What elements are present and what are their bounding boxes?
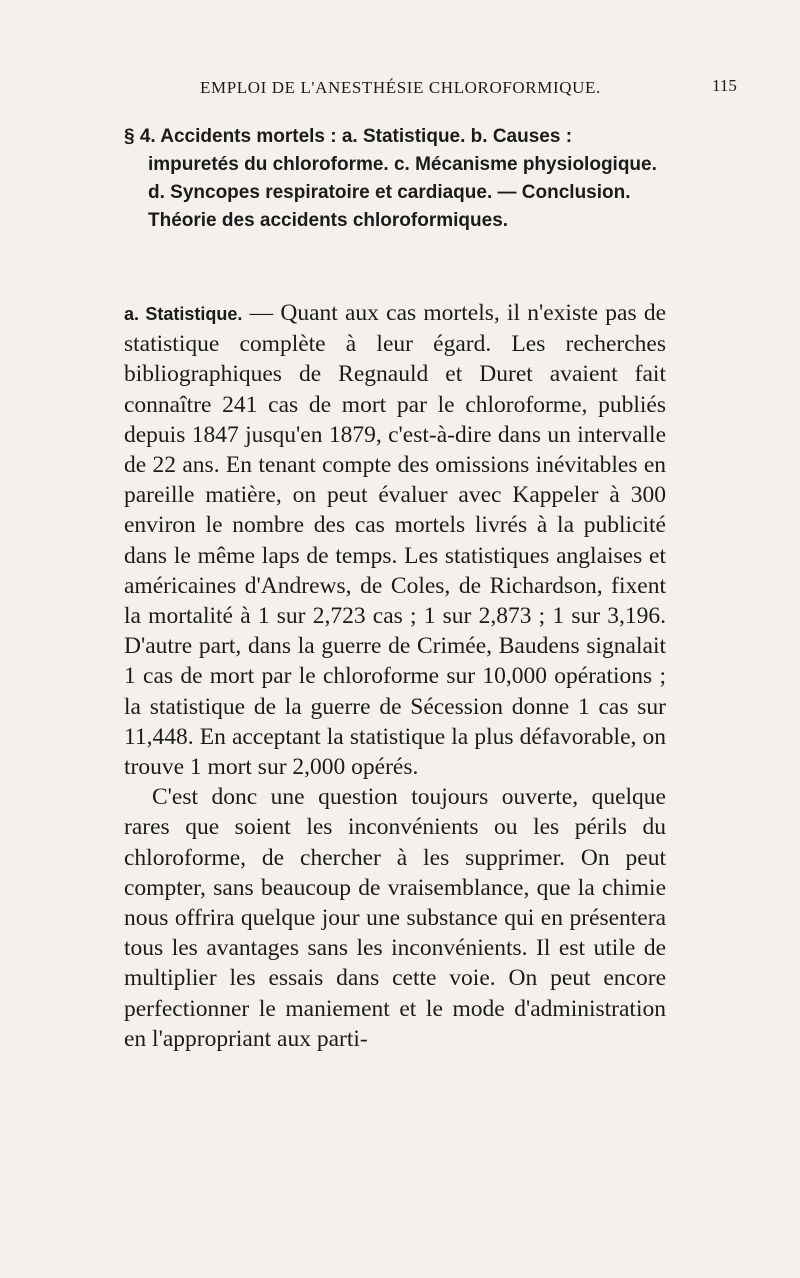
running-head: EMPLOI DE L'ANESTHÉSIE CHLOROFORMIQUE.: [200, 78, 601, 97]
paragraph-conclusion: [124, 782, 666, 1054]
body-text: [124, 298, 666, 1054]
section-heading: [124, 123, 664, 235]
paragraph-label: a. Statistique.: [124, 304, 243, 324]
paragraph-text: — Quant aux cas mortels, il n'existe pas de statistique complète à leur égard. Les recherches bibliographiques de Regnauld et Duret avaient fait connaître 241 cas de mort par le chloroforme, publiés depuis 1847 jusqu'en 1879, c'est-à-dire dans un intervalle de 22 ans. En tenant compte des omissions inévitables en pareille matière, on peut évaluer avec Kappeler à 300 environ le nombre des cas mortels livrés à la publicité dans le même laps de temps. Les statistiques anglaises et américaines d'Andrews, de Coles, de Richardson, fixent la mortalité à 1 sur 2,723 cas ; 1 sur 2,873 ; 1 sur 3,196. D'autre part, dans la guerre de Crimée, Baudens signalait 1 cas de mort par le chloroforme sur 10,000 opérations ; la statistique de la guerre de Sécession donne 1 cas sur 11,448. En acceptant la statistique la plus défavorable, on trouve 1 mort sur 2,000 opérés.: [124, 300, 667, 781]
paragraph-statistique: [124, 298, 666, 782]
section-heading-text: § 4. Accidents mortels : a. Statistique. b. Causes : impuretés du chloroforme. c. Mécanisme physiologique. d. Syncopes respiratoire et cardiaque. — Conclusion. Théorie des accidents chloroformiques.: [124, 126, 657, 231]
page-number: 115: [712, 76, 737, 95]
paragraph-text: C'est donc une question toujours ouverte, quelque rares que soient les inconvénients ou les périls du chloroforme, de chercher à les supprimer. On peut compter, sans beaucoup de vraisemblance, que la chimie nous offrira quelque jour une substance qui en présentera tous les avantages sans les inconvénients. Il est utile de multiplier les essais dans cette voie. On peut encore perfectionner le maniement et le mode d'administration en l'appropriant aux parti-: [124, 784, 666, 1052]
